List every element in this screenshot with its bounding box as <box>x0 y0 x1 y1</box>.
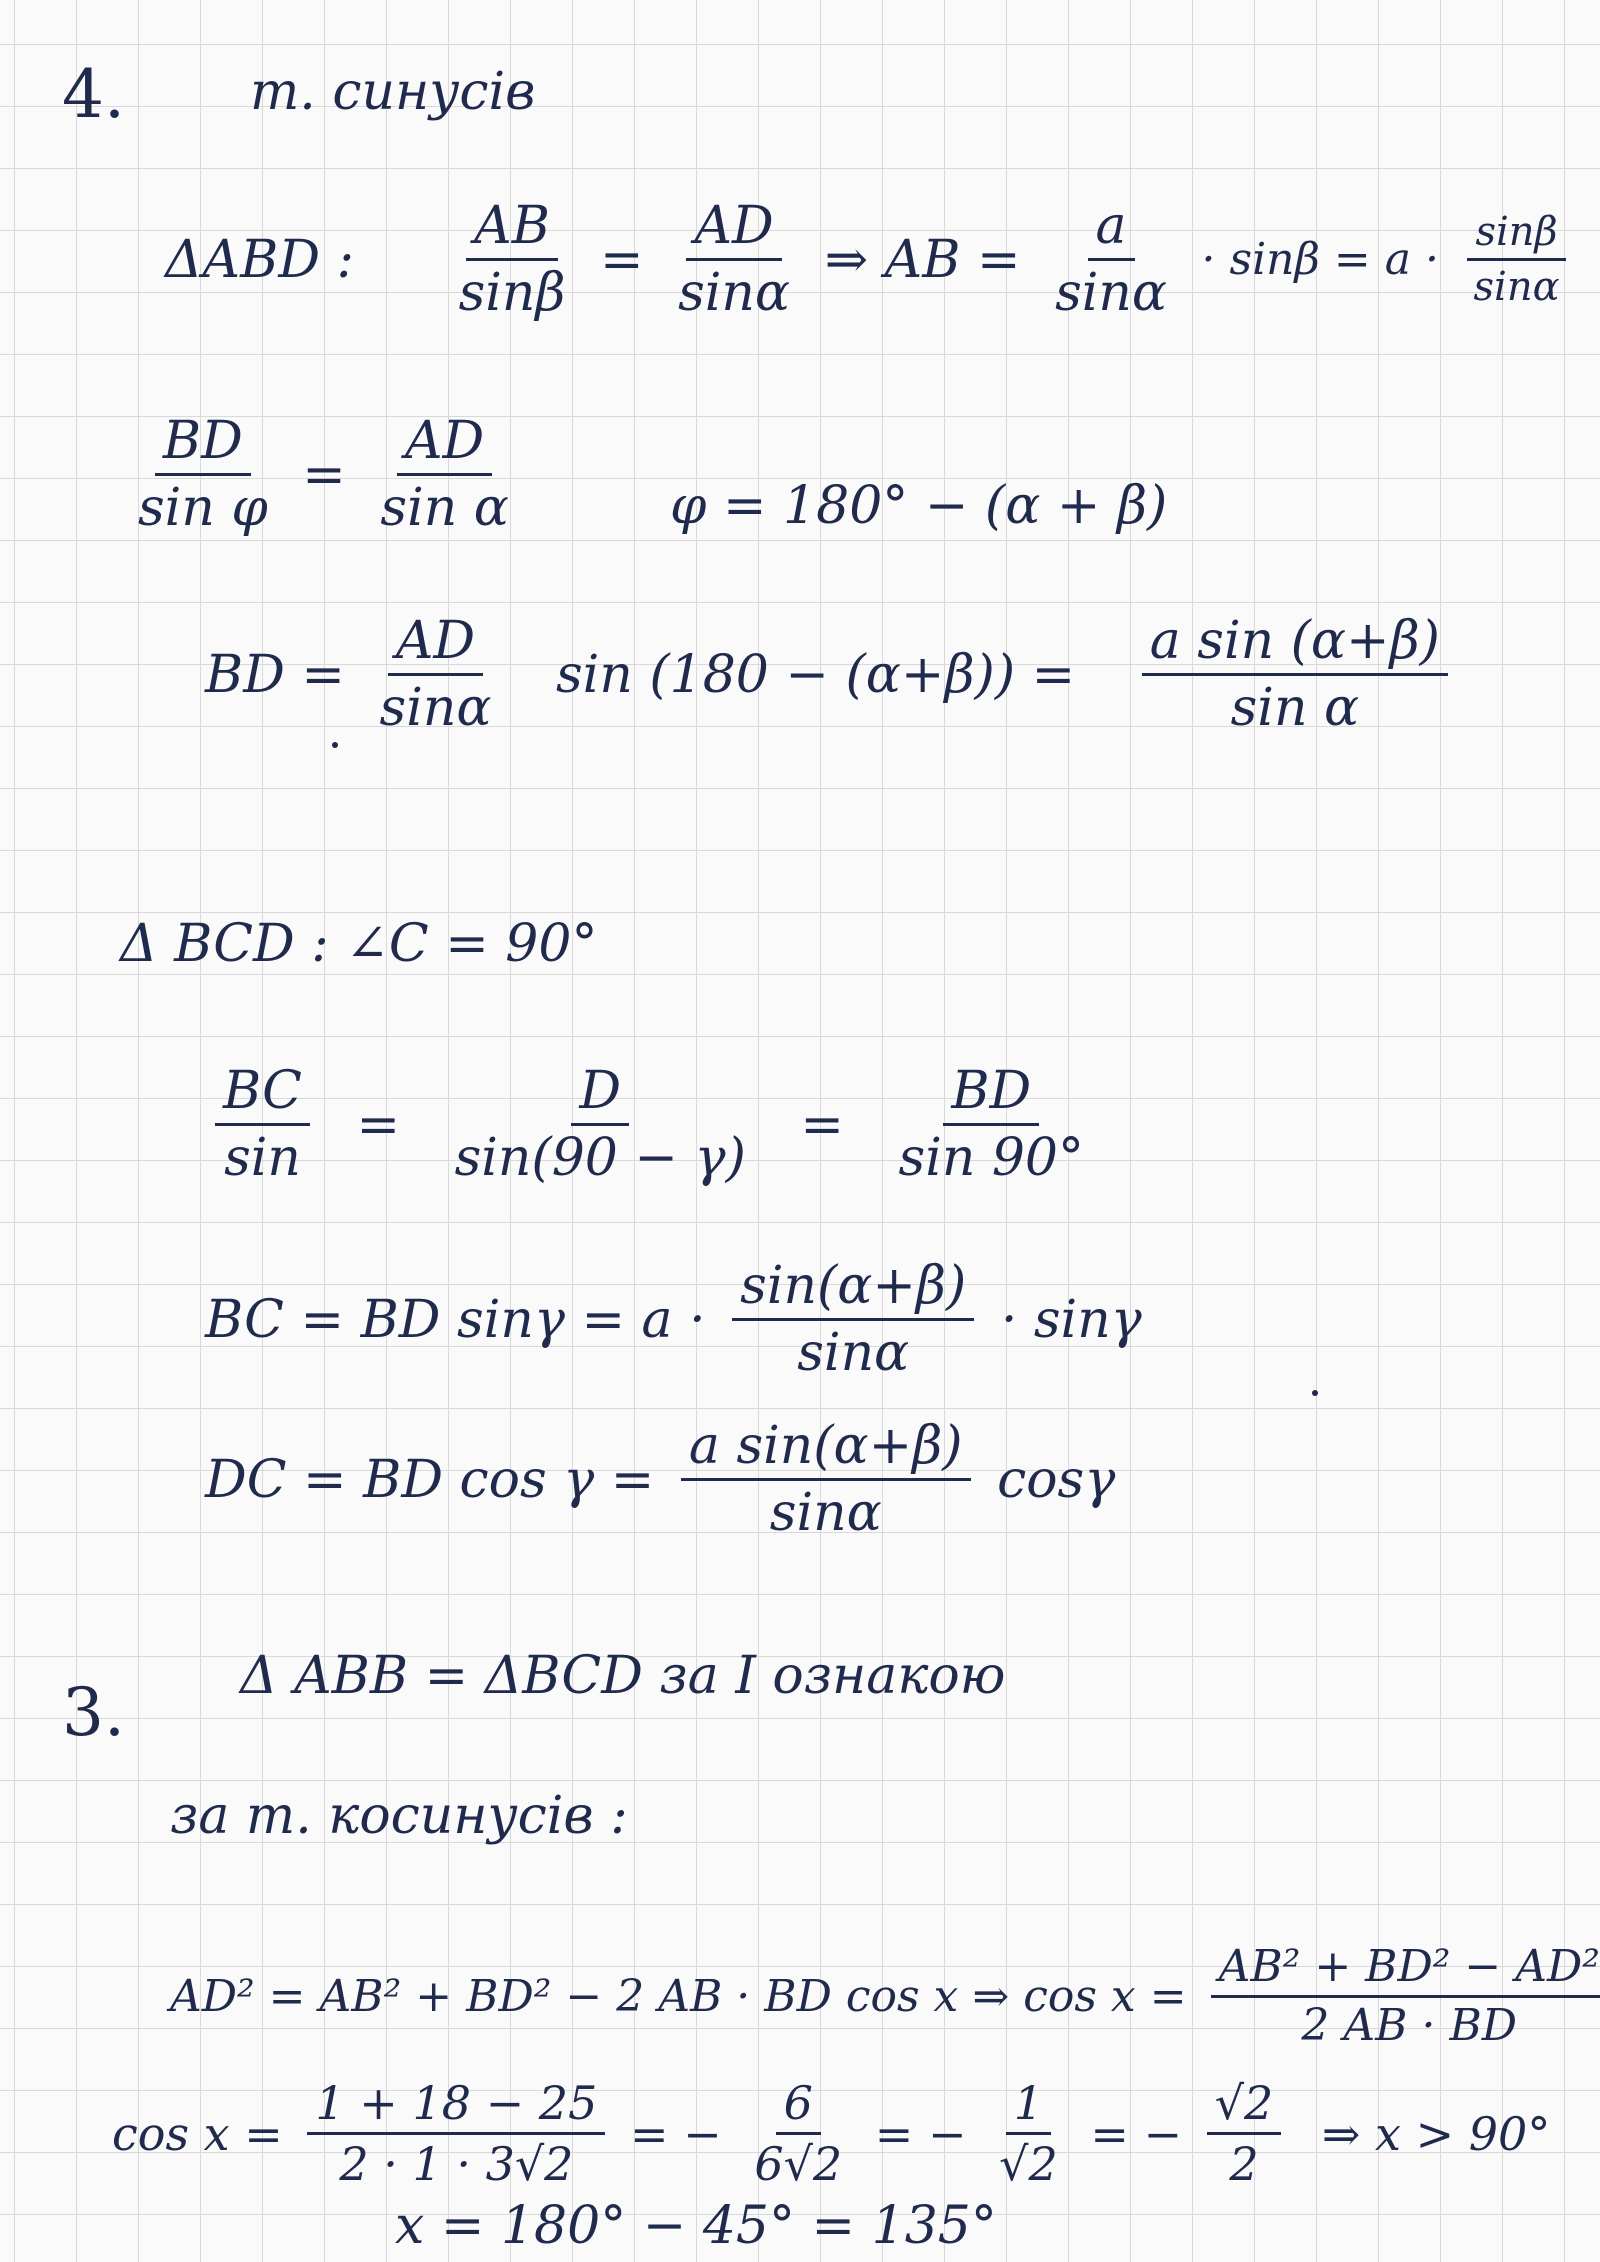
fraction <box>1047 196 1175 323</box>
numerator: D <box>571 1065 629 1126</box>
triangle-bcd-label: Δ BCD : ∠C = 90° <box>120 914 598 974</box>
equation-2 <box>120 411 527 538</box>
equals-sign: = <box>800 1094 844 1155</box>
fraction <box>130 411 276 538</box>
denominator: 2 · 1 · 3√2 <box>339 2137 574 2191</box>
equals-sign: = − <box>874 2106 967 2161</box>
fraction <box>307 2076 605 2191</box>
problem-number-3: 3. <box>62 1674 125 1751</box>
equals-sign: = <box>302 444 346 505</box>
final-result: x = 180° − 45° = 135° <box>395 2196 997 2256</box>
stray-dot <box>332 742 338 748</box>
implies-text: ⇒ AB = <box>824 229 1021 290</box>
congruence-statement: Δ ABB = ΔBCD за I ознакою <box>240 1646 1006 1706</box>
fraction <box>991 2076 1066 2191</box>
problem-number-4: 4. <box>62 56 125 133</box>
equals-sign: = <box>600 229 644 290</box>
denominator: 2 <box>1229 2137 1259 2191</box>
equals-sign: = − <box>629 2106 722 2161</box>
numerator: 1 <box>1006 2080 1051 2135</box>
equation-4 <box>205 1061 1102 1188</box>
numerator: 6 <box>776 2080 821 2135</box>
denominator: sinβ <box>458 263 566 323</box>
denominator: √2 <box>999 2137 1058 2191</box>
denominator: sin φ <box>138 478 268 538</box>
fraction <box>372 611 500 738</box>
lhs-text: DC = BD cos γ = <box>205 1449 655 1510</box>
fraction <box>1207 2076 1282 2191</box>
fraction <box>447 1061 754 1188</box>
equation-6 <box>205 1416 1116 1543</box>
equals-sign: = − <box>1090 2106 1183 2161</box>
denominator: sin <box>224 1128 301 1188</box>
fraction <box>670 196 798 323</box>
lhs-text: BC = BD sinγ = a · <box>205 1289 706 1350</box>
numerator: AD <box>397 415 492 476</box>
denominator: sinα <box>678 263 791 323</box>
denominator: sinα <box>797 1323 910 1383</box>
numerator: a sin(α+β) <box>681 1420 971 1481</box>
lhs-text: cos x = <box>112 2106 283 2161</box>
fraction <box>1142 611 1448 738</box>
lhs-text: AD² = AB² + BD² − 2 AB · BD cos x ⇒ cos x = <box>170 1970 1187 2022</box>
numerator: BD <box>943 1065 1039 1126</box>
phi-equation: φ = 180° − (α + β) <box>670 476 1168 536</box>
denominator: sin 90° <box>898 1128 1085 1188</box>
numerator: 1 + 18 − 25 <box>307 2080 605 2135</box>
denominator: sinα <box>1473 264 1560 310</box>
section-3-heading: за т. косинусів : <box>170 1786 628 1846</box>
fraction <box>451 196 574 323</box>
fraction <box>746 2076 850 2191</box>
numerator: sinβ <box>1467 212 1565 261</box>
equation-1 <box>165 196 1578 323</box>
rhs-text: ⇒ x > 90° <box>1321 2106 1551 2161</box>
numerator: AB <box>466 200 558 261</box>
numerator: AD <box>686 200 781 261</box>
denominator: sinα <box>1055 263 1167 323</box>
equation-7 <box>170 1941 1600 2051</box>
numerator: BC <box>215 1065 310 1126</box>
denominator: sinα <box>769 1483 882 1543</box>
lhs-text: BD = <box>205 644 346 705</box>
fraction <box>891 1061 1093 1188</box>
denominator: sinα <box>379 678 492 738</box>
fraction <box>1211 1941 1600 2051</box>
fraction <box>372 411 516 538</box>
denominator: sin(90 − γ) <box>454 1128 746 1188</box>
denominator: 2 AB · BD <box>1301 2000 1518 2051</box>
numerator: BD <box>155 415 251 476</box>
rhs-text: · sinγ <box>1000 1289 1142 1350</box>
denominator: 6√2 <box>754 2137 843 2191</box>
stray-dot <box>1312 1390 1318 1396</box>
fraction <box>1466 209 1568 310</box>
numerator: sin(α+β) <box>732 1260 974 1321</box>
equation-3 <box>205 611 1458 738</box>
numerator: a sin (α+β) <box>1142 615 1448 676</box>
fraction <box>681 1416 971 1543</box>
middle-text: sin (180 − (α+β)) = <box>556 644 1076 705</box>
equation-8 <box>112 2076 1551 2191</box>
denominator: sin α <box>380 478 509 538</box>
equation-5 <box>205 1256 1142 1383</box>
equals-sign: = <box>356 1094 401 1155</box>
triangle-abd-label: ΔABD : <box>165 229 355 290</box>
numerator: √2 <box>1207 2080 1282 2135</box>
numerator: AB² + BD² − AD² <box>1211 1945 1600 1998</box>
middle-text: · sinβ = a · <box>1201 233 1439 285</box>
denominator: sin α <box>1230 678 1360 738</box>
section-4-heading: т. синусів <box>250 62 536 122</box>
rhs-text: cosγ <box>997 1449 1116 1510</box>
fraction <box>215 1061 310 1188</box>
numerator: AD <box>388 615 483 676</box>
numerator: a <box>1088 200 1135 261</box>
fraction <box>732 1256 974 1383</box>
